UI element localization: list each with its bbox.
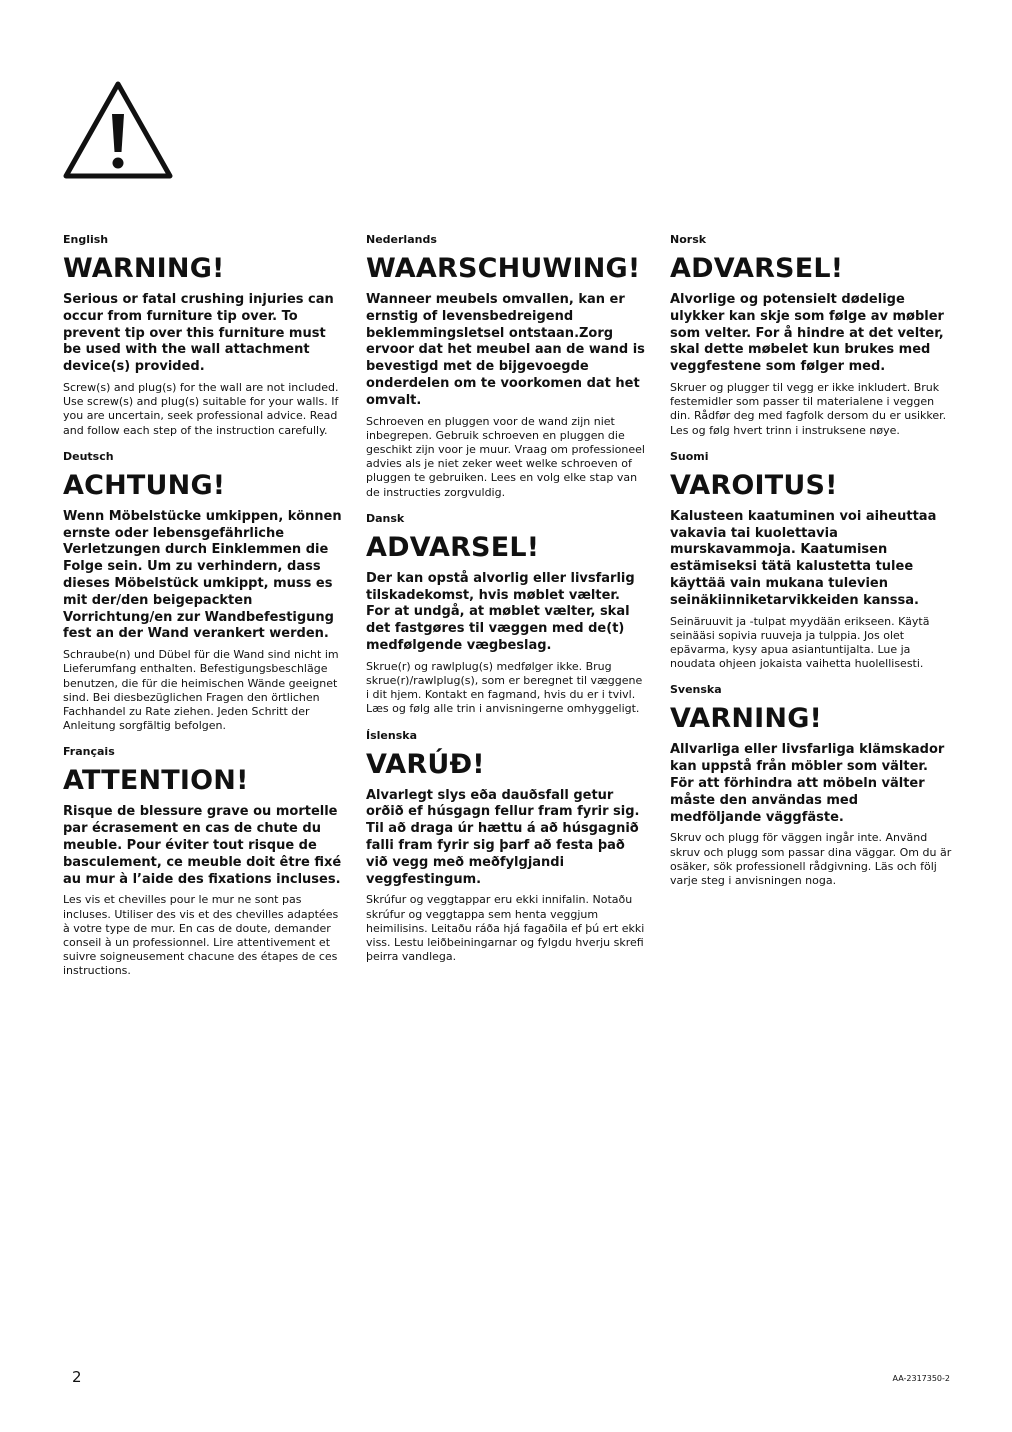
warning-heading: VARNING!	[670, 703, 823, 735]
warning-body-text: Skrue(r) og rawlplug(s) medfølger ikke. Brug skrue(r)/rawlplug(s), som er beregnet til væggene i dit hjem. Kontakt en fagmand, hvis du er i tvivl. Læs og følg alle trin i anvisningerne omhyggeligt.	[366, 659, 643, 716]
section-dansk	[366, 512, 648, 717]
warning-body-text: Les vis et chevilles pour le mur ne sont pas incluses. Utiliser des vis et des chevilles adaptées à votre type de mur. En cas de doute, demander conseil à un professionnel. Lire attentivement et suivre soigneusement chacune des étapes de ces instructions.	[63, 893, 339, 978]
column-left	[63, 233, 345, 991]
language-label: Nederlands	[366, 233, 437, 246]
section-norsk	[670, 233, 952, 438]
warning-heading: WAARSCHUWING!	[366, 253, 641, 284]
warning-heading: VAROITUS!	[670, 469, 838, 501]
warning-lead-text: Der kan opstå alvorlig eller livsfarlig tilskadekomst, hvis møblet vælter. For at undgå, at møblet vælter, skal det fastgøres til væggen med de(t) medfølgende vægbeslag.	[366, 570, 635, 653]
warning-heading: ACHTUNG!	[63, 469, 226, 501]
warning-body-text: Screw(s) and plug(s) for the wall are not included. Use screw(s) and plug(s) suitable for your walls. If you are uncertain, seek professional advice. Read and follow each step of the instruction carefully.	[63, 380, 339, 437]
warning-heading: ADVARSEL!	[366, 531, 540, 563]
section-english	[63, 233, 345, 438]
warning-lead-text: Serious or fatal crushing injuries can occur from furniture tip over. To prevent tip over this furniture must be used with the wall attachment device(s) provided.	[63, 292, 334, 375]
warning-lead-text: Risque de blessure grave ou mortelle par écrasement en cas de chute du meuble. Pour éviter tout risque de basculement, ce meuble doit être fixé au mur à l’aide des fixations incluses.	[63, 804, 342, 887]
warning-body-text: Schraube(n) und Dübel für die Wand sind nicht im Lieferumfang enthalten. Befestigungsbeschläge benutzen, die für die heimischen Wände geeignet sind. Bei diesbezüglichen Fragen den örtlichen Fachhandel zu Rate ziehen. Jeden Schritt der Anleitung sorgfältig befolgen.	[63, 648, 339, 733]
section-islenska	[366, 729, 648, 965]
warning-lead-text: Alvorlige og potensielt dødelige ulykker kan skje som følge av møbler som velter. For å hindre at det velter, skal dette møbelet kun brukes med veggfestene som følger med.	[670, 292, 944, 375]
warning-lead-text: Kalusteen kaatuminen voi aiheuttaa vakavia tai kuolettavia murskavammoja. Kaatumisen estämiseksi tätä kalustetta tulee käyttää vain mukana tulevien seinäkiinniketarvikkeiden kanssa.	[670, 508, 937, 608]
warning-heading: ATTENTION!	[63, 765, 249, 797]
section-francais	[63, 745, 345, 978]
warning-lead-text: Allvarliga eller livsfarliga klämskador kan uppstå från möbler som välter. För att förhindra att möbeln välter måste den användas med medföljande väggfäste.	[670, 742, 945, 825]
section-suomi	[670, 450, 952, 672]
language-label: Français	[63, 745, 115, 759]
warning-heading: ADVARSEL!	[670, 253, 844, 284]
language-label: Deutsch	[63, 449, 114, 463]
warning-lead-text: Alvarlegt slys eða dauðsfall getur orðið ef húsgagn fellur fram fyrir sig. Til að draga úr hættu á að húsgagnið falli fram fyrir sig þarf að festa það við vegg með meðfylgjandi veggfestingum.	[366, 787, 640, 887]
warning-body-text: Skruv och plugg för väggen ingår inte. Använd skruv och plugg som passar dina väggar. Om du är osäker, sök professionell rådgivning. Läs och följ varje steg i anvisningen noga.	[670, 831, 952, 887]
warning-triangle-icon	[62, 80, 174, 180]
language-label: English	[63, 233, 109, 246]
warning-body-text: Schroeven en pluggen voor de wand zijn niet inbegrepen. Gebruik schroeven en pluggen die geschikt zijn voor je muur. Vraag om professioneel advies als je niet zeker weet welke schroeven of pluggen te gebruiken. Lees en volg elke stap van de instructies zorgvuldig.	[366, 414, 645, 499]
section-svenska	[670, 683, 952, 888]
language-label: Íslenska	[366, 728, 417, 742]
page-number: 2	[72, 1368, 82, 1386]
language-label: Svenska	[670, 683, 722, 697]
warning-body-text: Skruer og plugger til vegg er ikke inkludert. Bruk festemidler som passer til materialene i veggen din. Rådfør deg med fagfolk dersom du er usikker. Les og følg hvert trinn i instruksene nøye.	[670, 380, 947, 437]
language-label: Dansk	[366, 511, 405, 525]
section-nederlands	[366, 233, 648, 500]
warning-body-text: Seinäruuvit ja -tulpat myydään erikseen. Käytä seinääsi sopivia ruuveja ja tulppia. Jos olet epävarma, kysy apua asiantuntijalta. Lue ja noudata ohjeen jokaista vaihetta huolellisesti.	[670, 614, 930, 671]
column-right	[670, 233, 952, 900]
warning-body-text: Skrúfur og veggtappar eru ekki innifalin. Notaðu skrúfur og veggtappa sem henta veggjum heimilisins. Leitaðu ráða hjá fagaðila ef þú ert ekki viss. Lestu leiðbeiningarnar og fylgdu hverju skrefi þeirra vandlega.	[366, 893, 645, 964]
language-label: Suomi	[670, 449, 709, 463]
document-code: AA-2317350-2	[892, 1374, 950, 1383]
warning-heading: VARÚÐ!	[366, 748, 485, 780]
column-middle	[366, 233, 648, 976]
warning-heading: WARNING!	[63, 253, 225, 284]
section-deutsch	[63, 450, 345, 734]
warning-lead-text: Wanneer meubels omvallen, kan er ernstig of levensbedreigend beklemmingsletsel ontstaan.Zorg ervoor dat het meubel aan de wand is bevestigd met de bijgevoegde onderdelen om te voorkomen dat het omvalt.	[366, 292, 645, 408]
language-label: Norsk	[670, 233, 707, 246]
warning-lead-text: Wenn Möbelstücke umkippen, können ernste oder lebensgefährliche Verletzungen durch Einklemmen die Folge sein. Um zu verhindern, dass dieses Möbelstück umkippt, muss es mit der/den beigepackten Vorrichtung/en zur Wandbefestigung fest an der Wand verankert werden.	[63, 508, 342, 642]
